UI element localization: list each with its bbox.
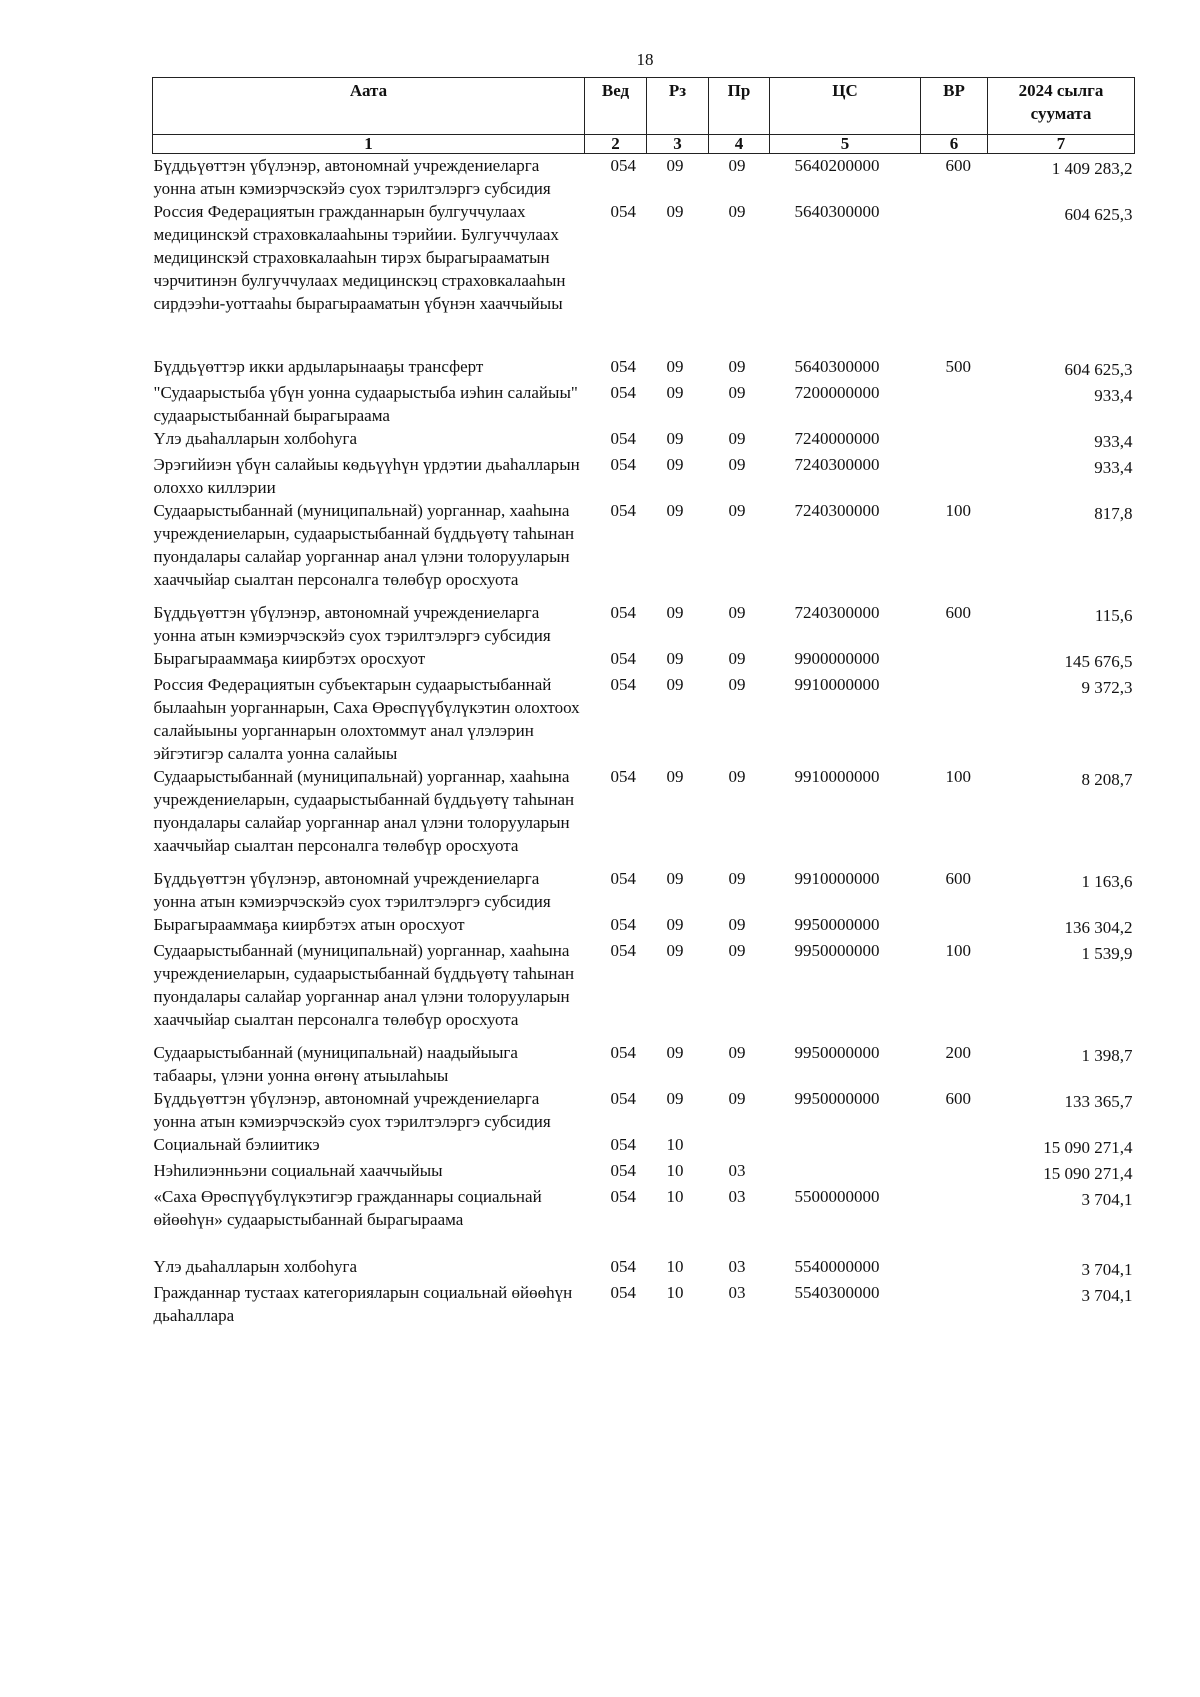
row-vr (921, 381, 988, 427)
row-pr: 09 (728, 202, 746, 221)
row-ved: 054 (610, 1043, 636, 1062)
row-cs: 5640300000 (794, 357, 880, 376)
row-name: Бүддьүөттэн үбүлэнэр, автономнай учреждениеларга уонна атын кэмиэрчэскэйэ суох тэрилтэлэргэ субсидия (153, 603, 551, 645)
column-number: 3 (647, 135, 709, 154)
table-row (153, 673, 1135, 765)
row-sum: 133 365,7 (1064, 1092, 1133, 1111)
row-name: Россия Федерациятын гражданнарын булгуччулаах медицинскэй страховкалааһыны тэрийии. Булгуччулаах медицинскэй страховкалааһын тирэх бырагырааматын чэрчитинэн булгуччулаах медицинскэц страховкалааһын сирдээһи-уоттааһы бырагырааматын үбүнэн хааччыйыы (153, 202, 566, 313)
row-sum: 115,6 (1094, 606, 1133, 625)
table-row (153, 1133, 1135, 1159)
row-rz: 09 (666, 767, 684, 786)
row-sum: 933,4 (1094, 386, 1133, 405)
row-name: Үлэ дьаһалларын холбоһуга (153, 429, 358, 448)
row-pr: 09 (728, 941, 746, 960)
row-name: Судаарыстыбаннай (муниципальнай) наадыйыыга табаары, үлэни уонна өҥөнү атыылаһыы (153, 1043, 518, 1085)
row-cs: 7240300000 (794, 501, 880, 520)
row-pr: 09 (728, 455, 746, 474)
row-vr: 100 (945, 941, 971, 960)
row-cs: 7200000000 (794, 383, 880, 402)
row-name: Судаарыстыбаннай (муниципальнай) уорганнар, хааһына учреждениеларын, судаарыстыбаннай бүддьүөтү таһынан пуондалары салайар уорганнар анал үлэни толорууларын хааччыйар сыалтан персоналга төлөбүр оросхуота (153, 501, 575, 589)
row-name: Бүддьүөттэр икки ардыларынааҕы трансферт (153, 357, 484, 376)
row-rz: 10 (666, 1257, 684, 1276)
header-ved: Вед (585, 78, 647, 135)
row-pr: 09 (728, 501, 746, 520)
row-cs: 7240300000 (794, 455, 880, 474)
row-name: "Судаарыстыба үбүн уонна судаарыстыба иэһин салайыы" судаарыстыбаннай бырагыраама (153, 383, 578, 425)
row-sum: 1 163,6 (1081, 872, 1133, 891)
row-name: Нэһилиэнньэни социальнай хааччыйыы (153, 1161, 443, 1180)
row-ved: 054 (610, 429, 636, 448)
row-sum: 3 704,1 (1081, 1190, 1133, 1209)
row-cs (770, 1133, 921, 1159)
row-sum: 15 090 271,4 (1043, 1138, 1133, 1157)
row-name: Судаарыстыбаннай (муниципальнай) уорганнар, хааһына учреждениеларын, судаарыстыбаннай бүддьүөтү таһынан пуондалары салайар уорганнар анал үлэни толорууларын хааччыйар сыалтан персоналга төлөбүр оросхуота (153, 941, 575, 1029)
row-pr: 09 (728, 156, 746, 175)
row-ved: 054 (610, 455, 636, 474)
row-ved: 054 (610, 202, 636, 221)
row-pr: 03 (728, 1161, 746, 1180)
row-pr: 09 (728, 869, 746, 888)
row-cs: 5540300000 (794, 1283, 880, 1302)
table-row (153, 939, 1135, 1041)
row-vr (921, 647, 988, 673)
row-rz: 09 (666, 915, 684, 934)
row-pr: 09 (728, 357, 746, 376)
row-pr: 03 (728, 1283, 746, 1302)
row-cs: 9910000000 (794, 767, 880, 786)
row-rz: 09 (666, 675, 684, 694)
row-rz: 09 (666, 649, 684, 668)
row-sum: 604 625,3 (1064, 205, 1133, 224)
header-pr: Пр (709, 78, 770, 135)
row-pr: 09 (728, 675, 746, 694)
row-cs: 9950000000 (794, 915, 880, 934)
row-rz: 10 (666, 1187, 684, 1206)
row-sum: 8 208,7 (1081, 770, 1133, 789)
row-vr: 200 (945, 1043, 971, 1062)
row-pr: 09 (728, 429, 746, 448)
row-name: Россия Федерациятын субъектарын судаарыстыбаннай былааһын уорганнарын, Саха Өрөспүүбүлүкэтин олохтоох салайыыны уорганнарын олохтоммут анал үлэлэрин эйгэтигэр салалта уонна салайыы (153, 675, 580, 763)
row-pr: 09 (728, 1089, 746, 1108)
row-rz: 09 (666, 501, 684, 520)
header-name: Аата (153, 78, 585, 135)
row-name: Бүддьүөттэн үбүлэнэр, автономнай учреждениеларга уонна атын кэмиэрчэскэйэ суох тэрилтэлэргэ субсидия (153, 1089, 551, 1131)
row-vr: 100 (945, 501, 971, 520)
row-pr: 09 (728, 1043, 746, 1062)
row-cs: 9900000000 (794, 649, 880, 668)
row-cs: 9950000000 (794, 1089, 880, 1108)
table-row (153, 601, 1135, 647)
row-rz: 09 (666, 1089, 684, 1108)
row-name: Бырагырааммаҕа киирбэтэх оросхуот (153, 649, 426, 668)
table-row (153, 154, 1135, 201)
row-cs: 5640300000 (794, 202, 880, 221)
row-vr (921, 673, 988, 765)
column-number-row (153, 135, 1135, 154)
header-sum: 2024 сылга суумата (988, 78, 1135, 135)
row-rz: 09 (666, 869, 684, 888)
row-ved: 054 (610, 383, 636, 402)
row-sum: 817,8 (1094, 504, 1133, 523)
row-sum: 933,4 (1094, 458, 1133, 477)
column-number: 5 (770, 135, 921, 154)
table-body (153, 154, 1135, 1328)
row-ved: 054 (610, 1187, 636, 1206)
row-sum: 3 704,1 (1081, 1286, 1133, 1305)
table-row (153, 355, 1135, 381)
header-vr: ВР (921, 78, 988, 135)
row-pr: 09 (728, 383, 746, 402)
header-rz: Рз (647, 78, 709, 135)
row-cs: 5640200000 (794, 156, 880, 175)
row-sum: 933,4 (1094, 432, 1133, 451)
row-name: «Саха Өрөспүүбүлүкэтигэр гражданнары социальнай өйөөһүн» судаарыстыбаннай бырагыраама (153, 1187, 542, 1229)
row-sum: 1 409 283,2 (1051, 159, 1133, 178)
table-row (153, 1281, 1135, 1327)
page-number: 18 (636, 50, 654, 69)
row-ved: 054 (610, 675, 636, 694)
row-vr (921, 1255, 988, 1281)
table-row (153, 427, 1135, 453)
row-ved: 054 (610, 1161, 636, 1180)
row-name: Социальнай бэлиитикэ (153, 1135, 320, 1154)
row-sum: 3 704,1 (1081, 1260, 1133, 1279)
row-pr: 09 (728, 649, 746, 668)
table-row (153, 913, 1135, 939)
table-row (153, 765, 1135, 867)
row-pr: 09 (728, 915, 746, 934)
row-ved: 054 (610, 649, 636, 668)
row-rz: 09 (666, 941, 684, 960)
header-row (153, 78, 1135, 135)
row-rz: 09 (666, 455, 684, 474)
row-vr (921, 1159, 988, 1185)
row-ved: 054 (610, 869, 636, 888)
row-name: Бырагырааммаҕа киирбэтэх атын оросхуот (153, 915, 465, 934)
row-ved: 054 (610, 941, 636, 960)
column-number: 2 (585, 135, 647, 154)
header-cs: ЦС (770, 78, 921, 135)
column-number: 7 (988, 135, 1135, 154)
row-cs: 7240300000 (794, 603, 880, 622)
row-rz: 10 (666, 1135, 684, 1154)
row-vr (921, 200, 988, 355)
row-vr (921, 1185, 988, 1255)
row-rz: 09 (666, 603, 684, 622)
row-sum: 145 676,5 (1064, 652, 1133, 671)
row-sum: 15 090 271,4 (1043, 1164, 1133, 1183)
row-rz: 09 (666, 202, 684, 221)
row-vr: 600 (945, 1089, 971, 1108)
table-row (153, 1185, 1135, 1255)
row-vr: 600 (945, 603, 971, 622)
row-name: Бүддьүөттэн үбүлэнэр, автономнай учреждениеларга уонна атын кэмиэрчэскэйэ суох тэрилтэлэргэ субсидия (153, 869, 551, 911)
row-sum: 136 304,2 (1064, 918, 1133, 937)
row-vr (921, 427, 988, 453)
row-vr: 500 (945, 357, 971, 376)
column-number: 4 (709, 135, 770, 154)
table-row (153, 453, 1135, 499)
column-number: 6 (921, 135, 988, 154)
row-sum: 604 625,3 (1064, 360, 1133, 379)
row-vr: 100 (945, 767, 971, 786)
row-name: Бүддьүөттэн үбүлэнэр, автономнай учреждениеларга уонна атын кэмиэрчэскэйэ суох тэрилтэлэргэ субсидия (153, 156, 551, 198)
table-row (153, 499, 1135, 601)
row-pr: 09 (728, 603, 746, 622)
row-sum: 1 398,7 (1081, 1046, 1133, 1065)
row-name: Гражданнар тустаах категорияларын социальнай өйөөһүн дьаһаллара (153, 1283, 573, 1325)
row-ved: 054 (610, 1283, 636, 1302)
row-vr (921, 1281, 988, 1327)
row-rz: 10 (666, 1161, 684, 1180)
row-sum: 9 372,3 (1081, 678, 1133, 697)
row-vr: 600 (945, 156, 971, 175)
row-name: Судаарыстыбаннай (муниципальнай) уорганнар, хааһына учреждениеларын, судаарыстыбаннай бүддьүөтү таһынан пуондалары салайар уорганнар анал үлэни толорууларын хааччыйар сыалтан персоналга төлөбүр оросхуота (153, 767, 575, 855)
row-rz: 10 (666, 1283, 684, 1302)
table-row (153, 1041, 1135, 1087)
row-rz: 09 (666, 383, 684, 402)
table-row (153, 647, 1135, 673)
row-ved: 054 (610, 915, 636, 934)
row-vr (921, 1133, 988, 1159)
row-vr (921, 453, 988, 499)
row-ved: 054 (610, 603, 636, 622)
row-rz: 09 (666, 429, 684, 448)
row-cs: 9910000000 (794, 675, 880, 694)
row-cs: 9950000000 (794, 1043, 880, 1062)
row-cs: 9950000000 (794, 941, 880, 960)
table-row (153, 381, 1135, 427)
row-sum: 1 539,9 (1081, 944, 1133, 963)
row-vr (921, 913, 988, 939)
row-cs: 5540000000 (794, 1257, 880, 1276)
row-rz: 09 (666, 156, 684, 175)
row-ved: 054 (610, 156, 636, 175)
table-row (153, 1159, 1135, 1185)
row-ved: 054 (610, 1135, 636, 1154)
table-row (153, 1255, 1135, 1281)
row-ved: 054 (610, 767, 636, 786)
row-rz: 09 (666, 1043, 684, 1062)
row-ved: 054 (610, 1257, 636, 1276)
row-pr: 03 (728, 1257, 746, 1276)
row-ved: 054 (610, 501, 636, 520)
budget-table (152, 77, 1135, 1327)
table-row (153, 867, 1135, 913)
row-cs: 5500000000 (794, 1187, 880, 1206)
row-pr: 03 (728, 1187, 746, 1206)
row-cs: 7240000000 (794, 429, 880, 448)
row-name: Эрэгийиэн үбүн салайыы кѳдьүүһүн үрдэтии дьаһалларын олоххо киллэрии (153, 455, 580, 497)
row-name: Үлэ дьаһалларын холбоһуга (153, 1257, 358, 1276)
row-ved: 054 (610, 1089, 636, 1108)
table-row (153, 1087, 1135, 1133)
row-vr: 600 (945, 869, 971, 888)
row-pr: 09 (728, 767, 746, 786)
row-ved: 054 (610, 357, 636, 376)
table-row (153, 200, 1135, 355)
row-rz: 09 (666, 357, 684, 376)
row-cs (770, 1159, 921, 1185)
column-number: 1 (153, 135, 585, 154)
row-cs: 9910000000 (794, 869, 880, 888)
row-pr (709, 1133, 770, 1159)
